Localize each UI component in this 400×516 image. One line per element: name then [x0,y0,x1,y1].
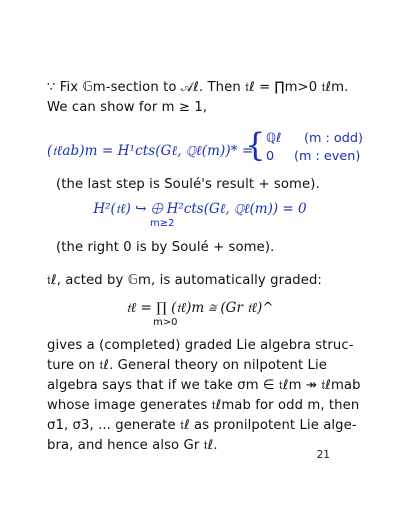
equation-h2-under-index: m≥2 [150,218,175,229]
cases-brace: { [245,126,266,164]
equation-graded-product: 𝔱ℓ = ∏ (𝔱ℓ)m ≅ (Gr 𝔱ℓ)^ [126,300,274,316]
equation-h2-vanishing: H²(𝔱ℓ) ↪ ⨁ H²cts(Gℓ, ℚℓ(m)) = 0 [93,201,307,217]
case-odd-condition: (m : odd) [304,131,363,146]
case-even-condition: (m : even) [294,149,361,164]
case-even-value: 0 [266,149,275,164]
para-line-5: σ1, σ3, ... generate 𝔱ℓ as pronilpotent Lie alge- [47,418,357,433]
intro-line-1: ∵ Fix 𝔾m-section to 𝒜ℓ. Then 𝔱ℓ = ∏m>0 𝔱ℓm. [47,80,349,95]
intro-line-2: We can show for m ≥ 1, [47,100,208,115]
para-line-1: gives a (completed) graded Lie algebra struc- [47,338,354,353]
note-soule-1: (the last step is Soulé's result + some). [56,177,320,192]
para-line-3: algebra says that if we take σm ∈ 𝔱ℓm ↠ 𝔱ℓmab [47,378,361,393]
note-soule-2: (the right 0 is by Soulé + some). [56,240,275,255]
para-line-4: whose image generates 𝔱ℓmab for odd m, then [47,398,360,413]
equation-graded-under-index: m>0 [153,317,178,328]
para-line-6: bra, and hence also Gr 𝔱ℓ. [47,438,218,453]
case-odd-value: ℚℓ [266,131,282,146]
graded-intro: 𝔱ℓ, acted by 𝔾m, is automatically graded: [47,273,322,288]
page-number: 21 [316,448,330,461]
para-line-2: ture on 𝔱ℓ. General theory on nilpotent Lie [47,358,327,373]
equation-abelianization: (𝔱ℓab)m = H¹cts(Gℓ, ℚℓ(m))* = [47,143,254,159]
